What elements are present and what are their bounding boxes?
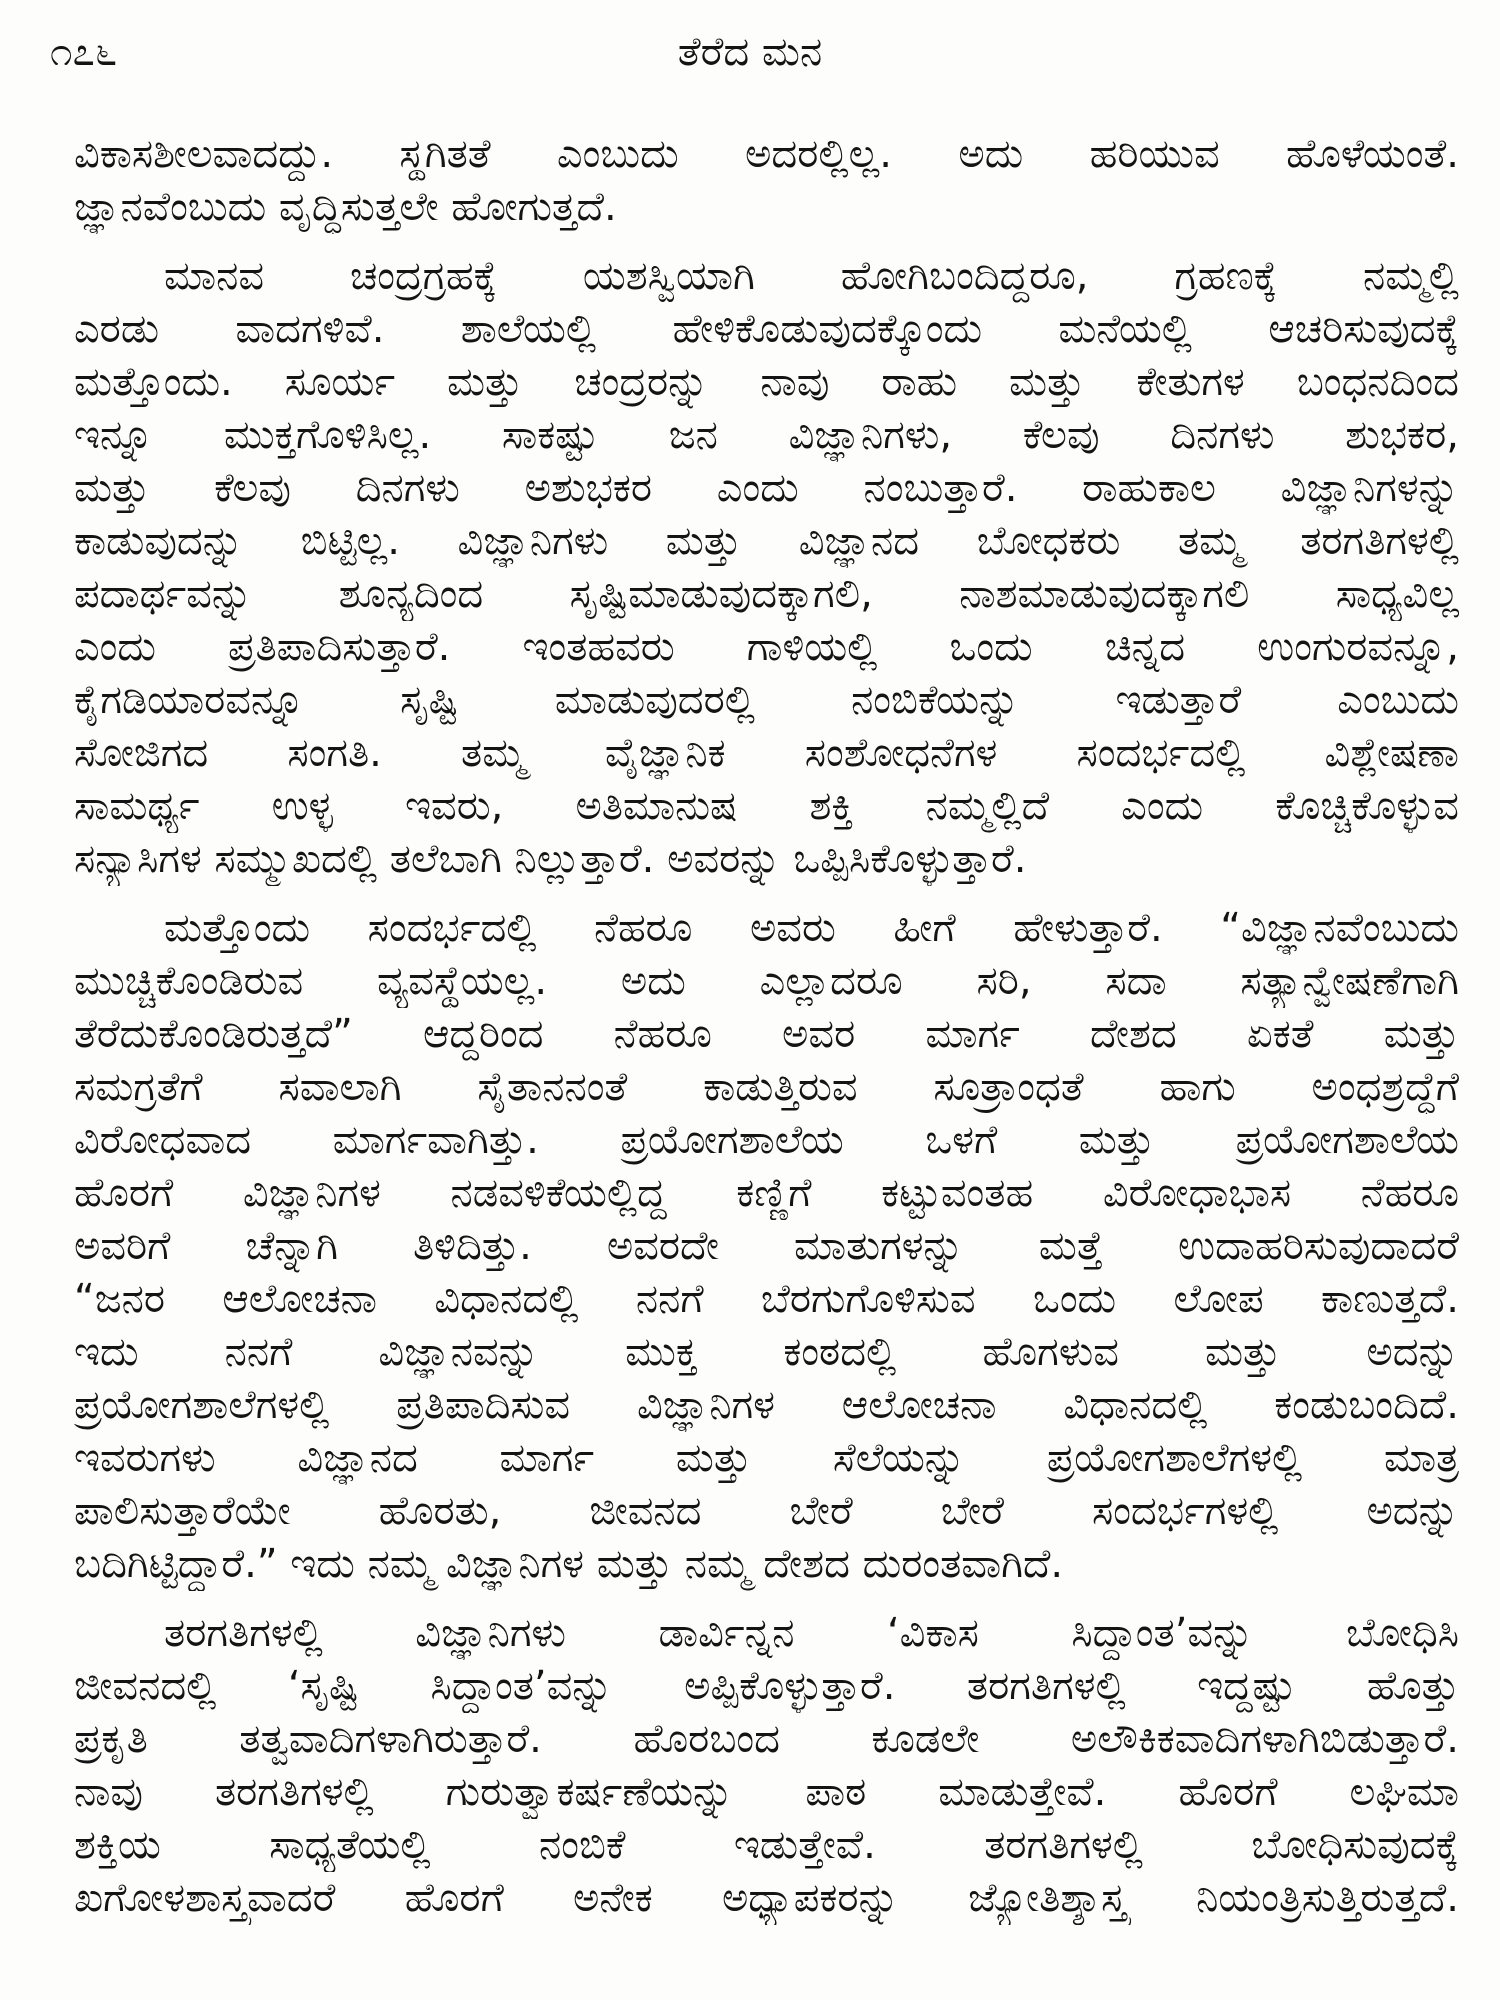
text-line: ಖಗೋಳಶಾಸ್ತ್ರವಾದರೆ ಹೊರಗೆ ಅನೇಕ ಅಧ್ಯಾಪಕರನ್ನು ಜ್ಯೋತಿಶ್ಶಾಸ್ತ್ರ ನಿಯಂತ್ರಿಸುತ್ತಿರುತ್ತದೆ.	[74, 1875, 1459, 1921]
body-text	[74, 128, 1459, 1925]
text-line: ಬದಿಗಿಟ್ಟಿದ್ದಾರೆ.” ಇದು ನಮ್ಮ ವಿಜ್ಞಾನಿಗಳ ಮತ್ತು ನಮ್ಮ ದೇಶದ ದುರಂತವಾಗಿದೆ.	[74, 1541, 1064, 1587]
text-line: ಮತ್ತೊಂದು ಸಂದರ್ಭದಲ್ಲಿ ನೆಹರೂ ಅವರು ಹೀಗೆ ಹೇಳುತ್ತಾರೆ. “ವಿಜ್ಞಾನವೆಂಬುದು	[164, 905, 1459, 951]
text-line: ವಿರೋಧವಾದ ಮಾರ್ಗವಾಗಿತ್ತು. ಪ್ರಯೋಗಶಾಲೆಯ ಒಳಗೆ ಮತ್ತು ಪ್ರಯೋಗಶಾಲೆಯ	[74, 1117, 1459, 1163]
paragraph	[74, 128, 1459, 234]
text-line: ಸೋಜಿಗದ ಸಂಗತಿ. ತಮ್ಮ ವೈಜ್ಞಾನಿಕ ಸಂಶೋಧನೆಗಳ ಸಂದರ್ಭದಲ್ಲಿ ವಿಶ್ಲೇಷಣಾ	[74, 730, 1459, 776]
text-line: ಶಕ್ತಿಯ ಸಾಧ್ಯತೆಯಲ್ಲಿ ನಂಬಿಕೆ ಇಡುತ್ತೇವೆ. ತರಗತಿಗಳಲ್ಲಿ ಬೋಧಿಸುವುದಕ್ಕೆ	[74, 1822, 1459, 1868]
text-line: ಜೀವನದಲ್ಲಿ ‘ಸೃಷ್ಟಿ ಸಿದ್ಧಾಂತ’ವನ್ನು ಅಪ್ಪಿಕೊಳ್ಳುತ್ತಾರೆ. ತರಗತಿಗಳಲ್ಲಿ ಇದ್ದಷ್ಟು ಹೊತ್ತು	[74, 1663, 1459, 1709]
paragraph	[74, 902, 1459, 1591]
running-title: ತೆರೆದ ಮನ	[677, 29, 823, 75]
text-line: ಹೊರಗೆ ವಿಜ್ಞಾನಿಗಳ ನಡವಳಿಕೆಯಲ್ಲಿದ್ದ ಕಣ್ಣಿಗೆ ಕಟ್ಟುವಂತಹ ವಿರೋಧಾಭಾಸ ನೆಹರೂ	[74, 1170, 1459, 1216]
text-line: ಸಾಮರ್ಥ್ಯ ಉಳ್ಳ ಇವರು, ಅತಿಮಾನುಷ ಶಕ್ತಿ ನಮ್ಮಲ್ಲಿದೆ ಎಂದು ಕೊಚ್ಚಿಕೊಳ್ಳುವ	[74, 783, 1459, 829]
text-line: ಎಂದು ಪ್ರತಿಪಾದಿಸುತ್ತಾರೆ. ಇಂತಹವರು ಗಾಳಿಯಲ್ಲಿ ಒಂದು ಚಿನ್ನದ ಉಂಗುರವನ್ನೂ,	[74, 624, 1459, 670]
text-line: ನಾವು ತರಗತಿಗಳಲ್ಲಿ ಗುರುತ್ವಾಕರ್ಷಣೆಯನ್ನು ಪಾಠ ಮಾಡುತ್ತೇವೆ. ಹೊರಗೆ ಲಘಿಮಾ	[74, 1769, 1459, 1815]
text-line: ಇವರುಗಳು ವಿಜ್ಞಾನದ ಮಾರ್ಗ ಮತ್ತು ಸೆಲೆಯನ್ನು ಪ್ರಯೋಗಶಾಲೆಗಳಲ್ಲಿ ಮಾತ್ರ	[74, 1435, 1459, 1481]
text-line: ಮತ್ತೊಂದು. ಸೂರ್ಯ ಮತ್ತು ಚಂದ್ರರನ್ನು ನಾವು ರಾಹು ಮತ್ತು ಕೇತುಗಳ ಬಂಧನದಿಂದ	[74, 359, 1459, 405]
text-line: ಜ್ಞಾನವೆಂಬುದು ವೃದ್ಧಿಸುತ್ತಲೇ ಹೋಗುತ್ತದೆ.	[74, 184, 617, 230]
text-line: ವಿಕಾಸಶೀಲವಾದದ್ದು. ಸ್ಥಗಿತತೆ ಎಂಬುದು ಅದರಲ್ಲಿಲ್ಲ. ಅದು ಹರಿಯುವ ಹೊಳೆಯಂತೆ.	[74, 131, 1459, 177]
text-line: ಪದಾರ್ಥವನ್ನು ಶೂನ್ಯದಿಂದ ಸೃಷ್ಟಿಮಾಡುವುದಕ್ಕಾಗಲಿ, ನಾಶಮಾಡುವುದಕ್ಕಾಗಲಿ ಸಾಧ್ಯವಿಲ್ಲ	[74, 571, 1459, 617]
text-line: ಇನ್ನೂ ಮುಕ್ತಗೊಳಿಸಿಲ್ಲ. ಸಾಕಷ್ಟು ಜನ ವಿಜ್ಞಾನಿಗಳು, ಕೆಲವು ದಿನಗಳು ಶುಭಕರ,	[74, 412, 1459, 458]
text-line: ಪ್ರಯೋಗಶಾಲೆಗಳಲ್ಲಿ ಪ್ರತಿಪಾದಿಸುವ ವಿಜ್ಞಾನಿಗಳ ಆಲೋಚನಾ ವಿಧಾನದಲ್ಲಿ ಕಂಡುಬಂದಿದೆ.	[74, 1382, 1459, 1428]
text-line: ತೆರೆದುಕೊಂಡಿರುತ್ತದೆ” ಆದ್ದರಿಂದ ನೆಹರೂ ಅವರ ಮಾರ್ಗ ದೇಶದ ಏಕತೆ ಮತ್ತು	[74, 1011, 1459, 1057]
text-line: ಎರಡು ವಾದಗಳಿವೆ. ಶಾಲೆಯಲ್ಲಿ ಹೇಳಿಕೊಡುವುದಕ್ಕೊಂದು ಮನೆಯಲ್ಲಿ ಆಚರಿಸುವುದಕ್ಕೆ	[74, 306, 1459, 352]
text-line: ತರಗತಿಗಳಲ್ಲಿ ವಿಜ್ಞಾನಿಗಳು ಡಾರ್ವಿನ್ನನ ‘ವಿಕಾಸ ಸಿದ್ಧಾಂತ’ವನ್ನು ಬೋಧಿಸಿ	[164, 1610, 1459, 1656]
text-line: ಮತ್ತು ಕೆಲವು ದಿನಗಳು ಅಶುಭಕರ ಎಂದು ನಂಬುತ್ತಾರೆ. ರಾಹುಕಾಲ ವಿಜ್ಞಾನಿಗಳನ್ನು	[74, 465, 1459, 511]
text-line: ಪ್ರಕೃತಿ ತತ್ವವಾದಿಗಳಾಗಿರುತ್ತಾರೆ. ಹೊರಬಂದ ಕೂಡಲೇ ಅಲೌಕಿಕವಾದಿಗಳಾಗಿಬಿಡುತ್ತಾರೆ.	[74, 1716, 1459, 1762]
text-line: ಇದು ನನಗೆ ವಿಜ್ಞಾನವನ್ನು ಮುಕ್ತ ಕಂಠದಲ್ಲಿ ಹೊಗಳುವ ಮತ್ತು ಅದನ್ನು	[74, 1329, 1459, 1375]
paragraph	[74, 1607, 1459, 1925]
text-line: ಪಾಲಿಸುತ್ತಾರೆಯೇ ಹೊರತು, ಜೀವನದ ಬೇರೆ ಬೇರೆ ಸಂದರ್ಭಗಳಲ್ಲಿ ಅದನ್ನು	[74, 1488, 1459, 1534]
text-line: ಸನ್ಯಾಸಿಗಳ ಸಮ್ಮುಖದಲ್ಲಿ ತಲೆಬಾಗಿ ನಿಲ್ಲುತ್ತಾರೆ. ಅವರನ್ನು ಒಪ್ಪಿಸಿಕೊಳ್ಳುತ್ತಾರೆ.	[74, 836, 1027, 882]
text-line: “ಜನರ ಆಲೋಚನಾ ವಿಧಾನದಲ್ಲಿ ನನಗೆ ಬೆರಗುಗೊಳಿಸುವ ಒಂದು ಲೋಪ ಕಾಣುತ್ತದೆ.	[74, 1276, 1459, 1322]
page-number: ೧೭೬	[50, 29, 118, 75]
text-line: ಕಾಡುವುದನ್ನು ಬಿಟ್ಟಿಲ್ಲ. ವಿಜ್ಞಾನಿಗಳು ಮತ್ತು ವಿಜ್ಞಾನದ ಬೋಧಕರು ತಮ್ಮ ತರಗತಿಗಳಲ್ಲಿ	[74, 518, 1459, 564]
text-line: ಮಾನವ ಚಂದ್ರಗ್ರಹಕ್ಕೆ ಯಶಸ್ವಿಯಾಗಿ ಹೋಗಿಬಂದಿದ್ದರೂ, ಗ್ರಹಣಕ್ಕೆ ನಮ್ಮಲ್ಲಿ	[164, 253, 1459, 299]
text-line: ಅವರಿಗೆ ಚೆನ್ನಾಗಿ ತಿಳಿದಿತ್ತು. ಅವರದೇ ಮಾತುಗಳನ್ನು ಮತ್ತೆ ಉದಾಹರಿಸುವುದಾದರೆ	[74, 1223, 1459, 1269]
paragraph	[74, 250, 1459, 886]
text-line: ಸಮಗ್ರತೆಗೆ ಸವಾಲಾಗಿ ಸೈತಾನನಂತೆ ಕಾಡುತ್ತಿರುವ ಸೂತ್ರಾಂಧತೆ ಹಾಗು ಅಂಧಶ್ರದ್ಧೆಗೆ	[74, 1064, 1459, 1110]
text-line: ಮುಚ್ಚಿಕೊಂಡಿರುವ ವ್ಯವಸ್ಥೆಯಲ್ಲ. ಅದು ಎಲ್ಲಾದರೂ ಸರಿ, ಸದಾ ಸತ್ಯಾನ್ವೇಷಣೆಗಾಗಿ	[74, 958, 1459, 1004]
text-line: ಕೈಗಡಿಯಾರವನ್ನೂ ಸೃಷ್ಟಿ ಮಾಡುವುದರಲ್ಲಿ ನಂಬಿಕೆಯನ್ನು ಇಡುತ್ತಾರೆ ಎಂಬುದು	[74, 677, 1459, 723]
